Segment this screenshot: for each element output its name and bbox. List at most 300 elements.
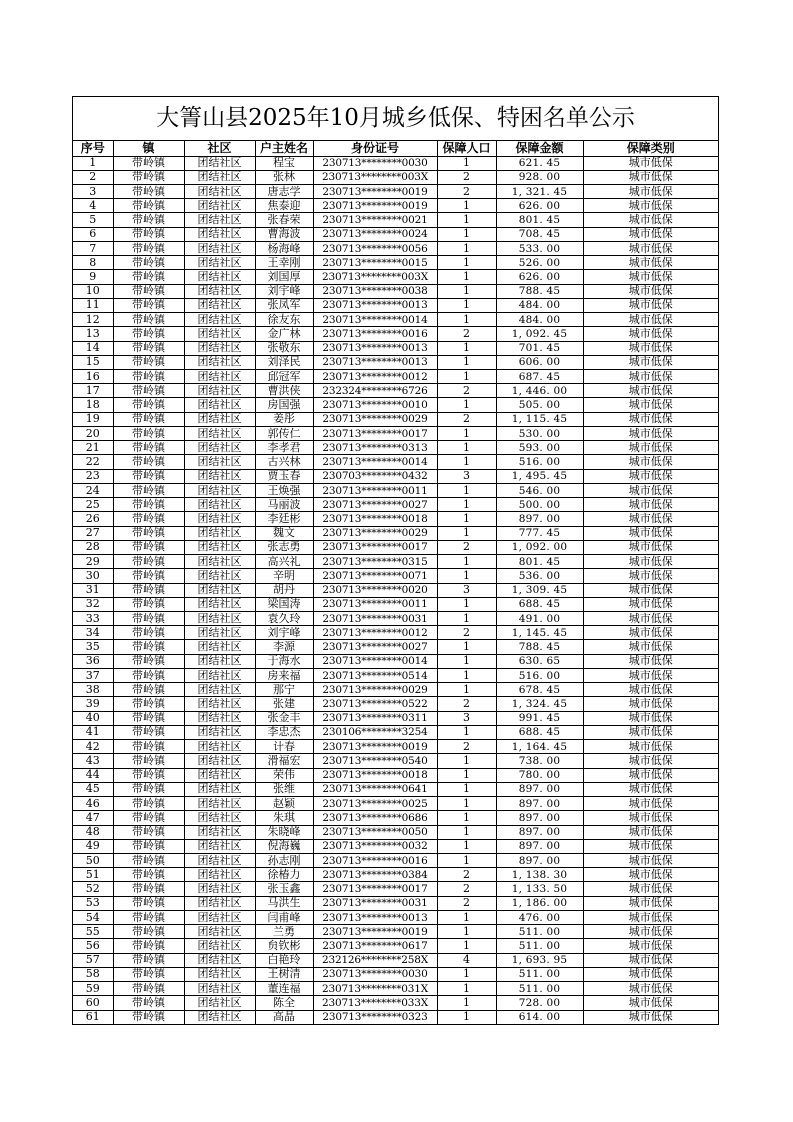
table-row <box>73 626 718 640</box>
cell-assistance-category: 城市低保 <box>583 412 718 426</box>
cell-assistance-category: 城市低保 <box>583 241 718 255</box>
cell-community: 团结社区 <box>184 498 255 512</box>
cell-allowance-amount: 526. 00 <box>496 256 583 270</box>
cell-covered-persons: 2 <box>437 540 496 554</box>
cell-id-number: 230713********0384 <box>313 868 437 882</box>
cell-id-number: 230713********0030 <box>313 967 437 981</box>
cell-covered-persons: 1 <box>437 455 496 469</box>
cell-allowance-amount: 630. 65 <box>496 654 583 668</box>
cell-covered-persons: 1 <box>437 982 496 996</box>
cell-id-number: 232126********258X <box>313 953 437 967</box>
cell-assistance-category: 城市低保 <box>583 540 718 554</box>
cell-assistance-category: 城市低保 <box>583 910 718 924</box>
cell-town: 带岭镇 <box>113 241 184 255</box>
cell-community: 团结社区 <box>184 1010 255 1024</box>
cell-householder-name: 胡丹 <box>255 583 313 597</box>
cell-serial-number: 58 <box>73 967 113 981</box>
cell-assistance-category: 城市低保 <box>583 583 718 597</box>
cell-community: 团结社区 <box>184 825 255 839</box>
cell-town: 带岭镇 <box>113 441 184 455</box>
cell-community: 团结社区 <box>184 241 255 255</box>
cell-id-number: 230713********0017 <box>313 540 437 554</box>
table-row <box>73 640 718 654</box>
cell-id-number: 230106********3254 <box>313 725 437 739</box>
table-row <box>73 896 718 910</box>
cell-serial-number: 56 <box>73 939 113 953</box>
cell-allowance-amount: 530. 00 <box>496 426 583 440</box>
cell-assistance-category: 城市低保 <box>583 469 718 483</box>
cell-town: 带岭镇 <box>113 683 184 697</box>
table-row <box>73 825 718 839</box>
cell-community: 团结社区 <box>184 384 255 398</box>
cell-id-number: 230713********0617 <box>313 939 437 953</box>
cell-covered-persons: 1 <box>437 768 496 782</box>
document-title: 大箐山县2025年10月城乡低保、特困名单公示 <box>73 97 718 141</box>
cell-id-number: 230713********0017 <box>313 882 437 896</box>
cell-assistance-category: 城市低保 <box>583 555 718 569</box>
cell-householder-name: 刘宇峰 <box>255 626 313 640</box>
cell-id-number: 230713********0030 <box>313 156 437 170</box>
cell-id-number: 230713********0020 <box>313 583 437 597</box>
cell-community: 团结社区 <box>184 313 255 327</box>
cell-covered-persons: 2 <box>437 697 496 711</box>
cell-householder-name: 李忠杰 <box>255 725 313 739</box>
cell-community: 团结社区 <box>184 540 255 554</box>
cell-allowance-amount: 1, 321. 45 <box>496 184 583 198</box>
cell-id-number: 230713********0540 <box>313 754 437 768</box>
cell-id-number: 230713********0029 <box>313 683 437 697</box>
cell-serial-number: 52 <box>73 882 113 896</box>
cell-assistance-category: 城市低保 <box>583 839 718 853</box>
cell-householder-name: 王焕强 <box>255 483 313 497</box>
cell-assistance-category: 城市低保 <box>583 483 718 497</box>
cell-covered-persons: 1 <box>437 754 496 768</box>
table-row <box>73 370 718 384</box>
cell-serial-number: 6 <box>73 227 113 241</box>
cell-id-number: 230713********0027 <box>313 640 437 654</box>
cell-serial-number: 3 <box>73 184 113 198</box>
cell-town: 带岭镇 <box>113 398 184 412</box>
cell-assistance-category: 城市低保 <box>583 270 718 284</box>
cell-allowance-amount: 491. 00 <box>496 612 583 626</box>
cell-covered-persons: 1 <box>437 654 496 668</box>
table-row <box>73 612 718 626</box>
cell-allowance-amount: 1, 495. 45 <box>496 469 583 483</box>
cell-covered-persons: 1 <box>437 199 496 213</box>
cell-serial-number: 45 <box>73 782 113 796</box>
cell-id-number: 232324********6726 <box>313 384 437 398</box>
table-row <box>73 227 718 241</box>
cell-householder-name: 古兴林 <box>255 455 313 469</box>
cell-town: 带岭镇 <box>113 156 184 170</box>
cell-town: 带岭镇 <box>113 469 184 483</box>
table-row <box>73 683 718 697</box>
cell-town: 带岭镇 <box>113 270 184 284</box>
cell-allowance-amount: 536. 00 <box>496 569 583 583</box>
cell-serial-number: 13 <box>73 327 113 341</box>
cell-covered-persons: 1 <box>437 640 496 654</box>
cell-town: 带岭镇 <box>113 327 184 341</box>
cell-allowance-amount: 788. 45 <box>496 284 583 298</box>
header-assistance-category: 保障类别 <box>583 141 718 156</box>
cell-community: 团结社区 <box>184 426 255 440</box>
table-row <box>73 725 718 739</box>
cell-town: 带岭镇 <box>113 668 184 682</box>
cell-covered-persons: 1 <box>437 156 496 170</box>
table-row <box>73 426 718 440</box>
cell-assistance-category: 城市低保 <box>583 640 718 654</box>
cell-assistance-category: 城市低保 <box>583 768 718 782</box>
cell-town: 带岭镇 <box>113 853 184 867</box>
cell-id-number: 230713********0032 <box>313 839 437 853</box>
cell-id-number: 230713********0018 <box>313 512 437 526</box>
cell-householder-name: 李源 <box>255 640 313 654</box>
cell-covered-persons: 1 <box>437 341 496 355</box>
cell-serial-number: 28 <box>73 540 113 554</box>
cell-town: 带岭镇 <box>113 953 184 967</box>
cell-town: 带岭镇 <box>113 640 184 654</box>
cell-community: 团结社区 <box>184 626 255 640</box>
header-allowance-amount: 保障金额 <box>496 141 583 156</box>
cell-id-number: 230713********0010 <box>313 398 437 412</box>
cell-town: 带岭镇 <box>113 298 184 312</box>
cell-covered-persons: 2 <box>437 327 496 341</box>
cell-serial-number: 4 <box>73 199 113 213</box>
cell-householder-name: 李孝君 <box>255 441 313 455</box>
cell-covered-persons: 2 <box>437 882 496 896</box>
cell-community: 团结社区 <box>184 754 255 768</box>
cell-town: 带岭镇 <box>113 868 184 882</box>
cell-covered-persons: 1 <box>437 441 496 455</box>
cell-community: 团结社区 <box>184 583 255 597</box>
cell-assistance-category: 城市低保 <box>583 754 718 768</box>
cell-serial-number: 49 <box>73 839 113 853</box>
cell-serial-number: 48 <box>73 825 113 839</box>
header-community: 社区 <box>184 141 255 156</box>
cell-town: 带岭镇 <box>113 811 184 825</box>
cell-community: 团结社区 <box>184 868 255 882</box>
cell-community: 团结社区 <box>184 882 255 896</box>
cell-id-number: 230713********0071 <box>313 569 437 583</box>
cell-community: 团结社区 <box>184 925 255 939</box>
table-row <box>73 384 718 398</box>
cell-householder-name: 张敬东 <box>255 341 313 355</box>
cell-allowance-amount: 511. 00 <box>496 982 583 996</box>
table-row <box>73 654 718 668</box>
cell-community: 团结社区 <box>184 412 255 426</box>
header-town: 镇 <box>113 141 184 156</box>
cell-serial-number: 35 <box>73 640 113 654</box>
cell-serial-number: 29 <box>73 555 113 569</box>
cell-allowance-amount: 1, 133. 50 <box>496 882 583 896</box>
cell-community: 团结社区 <box>184 996 255 1010</box>
cell-allowance-amount: 546. 00 <box>496 483 583 497</box>
cell-covered-persons: 2 <box>437 740 496 754</box>
table-row <box>73 882 718 896</box>
cell-householder-name: 郭传仁 <box>255 426 313 440</box>
cell-assistance-category: 城市低保 <box>583 868 718 882</box>
cell-assistance-category: 城市低保 <box>583 526 718 540</box>
cell-town: 带岭镇 <box>113 483 184 497</box>
table-row <box>73 982 718 996</box>
cell-town: 带岭镇 <box>113 754 184 768</box>
cell-id-number: 230713********003X <box>313 270 437 284</box>
cell-community: 团结社区 <box>184 512 255 526</box>
cell-assistance-category: 城市低保 <box>583 711 718 725</box>
cell-community: 团结社区 <box>184 227 255 241</box>
cell-community: 团结社区 <box>184 170 255 184</box>
cell-allowance-amount: 500. 00 <box>496 498 583 512</box>
cell-serial-number: 20 <box>73 426 113 440</box>
cell-community: 团结社区 <box>184 469 255 483</box>
cell-serial-number: 16 <box>73 370 113 384</box>
cell-assistance-category: 城市低保 <box>583 697 718 711</box>
cell-householder-name: 那宁 <box>255 683 313 697</box>
cell-town: 带岭镇 <box>113 284 184 298</box>
header-serial-number: 序号 <box>73 141 113 156</box>
cell-covered-persons: 3 <box>437 469 496 483</box>
cell-id-number: 230713********0017 <box>313 426 437 440</box>
cell-community: 团结社区 <box>184 910 255 924</box>
cell-allowance-amount: 606. 00 <box>496 355 583 369</box>
cell-serial-number: 8 <box>73 256 113 270</box>
cell-allowance-amount: 626. 00 <box>496 199 583 213</box>
cell-allowance-amount: 688. 45 <box>496 597 583 611</box>
cell-id-number: 230713********0027 <box>313 498 437 512</box>
cell-serial-number: 19 <box>73 412 113 426</box>
cell-assistance-category: 城市低保 <box>583 284 718 298</box>
cell-householder-name: 李廷彬 <box>255 512 313 526</box>
cell-assistance-category: 城市低保 <box>583 455 718 469</box>
cell-allowance-amount: 678. 45 <box>496 683 583 697</box>
table-row <box>73 583 718 597</box>
cell-allowance-amount: 1, 309. 45 <box>496 583 583 597</box>
cell-community: 团结社区 <box>184 284 255 298</box>
cell-community: 团结社区 <box>184 668 255 682</box>
cell-serial-number: 43 <box>73 754 113 768</box>
cell-town: 带岭镇 <box>113 597 184 611</box>
cell-assistance-category: 城市低保 <box>583 740 718 754</box>
cell-serial-number: 40 <box>73 711 113 725</box>
cell-allowance-amount: 801. 45 <box>496 555 583 569</box>
cell-id-number: 230713********0038 <box>313 284 437 298</box>
cell-allowance-amount: 688. 45 <box>496 725 583 739</box>
cell-serial-number: 42 <box>73 740 113 754</box>
cell-serial-number: 2 <box>73 170 113 184</box>
table-row <box>73 996 718 1010</box>
cell-town: 带岭镇 <box>113 740 184 754</box>
cell-covered-persons: 4 <box>437 953 496 967</box>
cell-assistance-category: 城市低保 <box>583 996 718 1010</box>
cell-covered-persons: 2 <box>437 868 496 882</box>
cell-householder-name: 张志勇 <box>255 540 313 554</box>
cell-town: 带岭镇 <box>113 313 184 327</box>
cell-community: 团结社区 <box>184 853 255 867</box>
table-row <box>73 740 718 754</box>
cell-householder-name: 邱冠军 <box>255 370 313 384</box>
cell-town: 带岭镇 <box>113 939 184 953</box>
cell-assistance-category: 城市低保 <box>583 654 718 668</box>
table-row <box>73 797 718 811</box>
cell-town: 带岭镇 <box>113 839 184 853</box>
table-row <box>73 327 718 341</box>
cell-assistance-category: 城市低保 <box>583 327 718 341</box>
cell-covered-persons: 1 <box>437 370 496 384</box>
cell-id-number: 230713********0011 <box>313 597 437 611</box>
cell-community: 团结社区 <box>184 441 255 455</box>
cell-id-number: 230713********0641 <box>313 782 437 796</box>
cell-householder-name: 徐椿力 <box>255 868 313 882</box>
cell-serial-number: 5 <box>73 213 113 227</box>
cell-community: 团结社区 <box>184 455 255 469</box>
cell-id-number: 230713********0019 <box>313 184 437 198</box>
cell-serial-number: 11 <box>73 298 113 312</box>
cell-covered-persons: 1 <box>437 426 496 440</box>
cell-allowance-amount: 991. 45 <box>496 711 583 725</box>
table-row <box>73 668 718 682</box>
cell-town: 带岭镇 <box>113 697 184 711</box>
cell-allowance-amount: 687. 45 <box>496 370 583 384</box>
cell-allowance-amount: 516. 00 <box>496 455 583 469</box>
cell-town: 带岭镇 <box>113 426 184 440</box>
cell-id-number: 230713********0019 <box>313 925 437 939</box>
cell-covered-persons: 1 <box>437 313 496 327</box>
table-row <box>73 256 718 270</box>
table-row <box>73 441 718 455</box>
cell-assistance-category: 城市低保 <box>583 683 718 697</box>
cell-assistance-category: 城市低保 <box>583 939 718 953</box>
cell-allowance-amount: 511. 00 <box>496 939 583 953</box>
cell-id-number: 230713********0031 <box>313 612 437 626</box>
table-row <box>73 483 718 497</box>
cell-householder-name: 孙志刚 <box>255 853 313 867</box>
cell-assistance-category: 城市低保 <box>583 896 718 910</box>
table-row <box>73 569 718 583</box>
cell-allowance-amount: 614. 00 <box>496 1010 583 1024</box>
cell-allowance-amount: 1, 446. 00 <box>496 384 583 398</box>
cell-community: 团结社区 <box>184 697 255 711</box>
cell-id-number: 230713********0029 <box>313 526 437 540</box>
cell-id-number: 230713********0014 <box>313 455 437 469</box>
cell-allowance-amount: 897. 00 <box>496 839 583 853</box>
cell-serial-number: 24 <box>73 483 113 497</box>
cell-id-number: 230713********0016 <box>313 327 437 341</box>
cell-assistance-category: 城市低保 <box>583 925 718 939</box>
cell-allowance-amount: 801. 45 <box>496 213 583 227</box>
cell-community: 团结社区 <box>184 483 255 497</box>
cell-id-number: 230713********0019 <box>313 199 437 213</box>
cell-town: 带岭镇 <box>113 583 184 597</box>
cell-town: 带岭镇 <box>113 555 184 569</box>
table-row <box>73 199 718 213</box>
cell-id-number: 230713********003X <box>313 170 437 184</box>
cell-id-number: 230713********0056 <box>313 241 437 255</box>
cell-id-number: 230713********0029 <box>313 412 437 426</box>
cell-allowance-amount: 897. 00 <box>496 797 583 811</box>
cell-id-number: 230713********0013 <box>313 298 437 312</box>
cell-assistance-category: 城市低保 <box>583 797 718 811</box>
table-row <box>73 711 718 725</box>
cell-householder-name: 张维 <box>255 782 313 796</box>
table-row <box>73 910 718 924</box>
cell-town: 带岭镇 <box>113 725 184 739</box>
cell-covered-persons: 1 <box>437 825 496 839</box>
cell-allowance-amount: 897. 00 <box>496 512 583 526</box>
cell-community: 团结社区 <box>184 526 255 540</box>
cell-town: 带岭镇 <box>113 184 184 198</box>
cell-householder-name: 王幸刚 <box>255 256 313 270</box>
table-row <box>73 754 718 768</box>
cell-assistance-category: 城市低保 <box>583 612 718 626</box>
cell-community: 团结社区 <box>184 199 255 213</box>
cell-serial-number: 30 <box>73 569 113 583</box>
cell-covered-persons: 1 <box>437 483 496 497</box>
assistance-roster-table <box>73 141 718 1024</box>
cell-assistance-category: 城市低保 <box>583 199 718 213</box>
cell-householder-name: 马丽波 <box>255 498 313 512</box>
cell-householder-name: 房国强 <box>255 398 313 412</box>
cell-covered-persons: 1 <box>437 1010 496 1024</box>
cell-allowance-amount: 516. 00 <box>496 668 583 682</box>
cell-community: 团结社区 <box>184 370 255 384</box>
cell-covered-persons: 1 <box>437 512 496 526</box>
cell-covered-persons: 3 <box>437 583 496 597</box>
cell-allowance-amount: 777. 45 <box>496 526 583 540</box>
cell-covered-persons: 1 <box>437 597 496 611</box>
cell-town: 带岭镇 <box>113 256 184 270</box>
cell-covered-persons: 1 <box>437 270 496 284</box>
cell-town: 带岭镇 <box>113 768 184 782</box>
cell-householder-name: 贠钦彬 <box>255 939 313 953</box>
cell-assistance-category: 城市低保 <box>583 426 718 440</box>
cell-assistance-category: 城市低保 <box>583 597 718 611</box>
cell-allowance-amount: 1, 092. 45 <box>496 327 583 341</box>
cell-serial-number: 33 <box>73 612 113 626</box>
cell-covered-persons: 2 <box>437 896 496 910</box>
cell-allowance-amount: 1, 115. 45 <box>496 412 583 426</box>
cell-town: 带岭镇 <box>113 996 184 1010</box>
cell-householder-name: 曹海波 <box>255 227 313 241</box>
cell-id-number: 230713********0013 <box>313 355 437 369</box>
cell-assistance-category: 城市低保 <box>583 626 718 640</box>
cell-covered-persons: 1 <box>437 683 496 697</box>
cell-community: 团结社区 <box>184 213 255 227</box>
cell-covered-persons: 1 <box>437 227 496 241</box>
cell-town: 带岭镇 <box>113 370 184 384</box>
public-notice-sheet <box>72 96 719 1025</box>
cell-allowance-amount: 897. 00 <box>496 825 583 839</box>
cell-serial-number: 12 <box>73 313 113 327</box>
cell-householder-name: 徐友东 <box>255 313 313 327</box>
cell-community: 团结社区 <box>184 298 255 312</box>
cell-serial-number: 54 <box>73 910 113 924</box>
cell-community: 团结社区 <box>184 654 255 668</box>
cell-town: 带岭镇 <box>113 925 184 939</box>
table-row <box>73 341 718 355</box>
table-row <box>73 241 718 255</box>
cell-allowance-amount: 484. 00 <box>496 298 583 312</box>
cell-town: 带岭镇 <box>113 1010 184 1024</box>
cell-householder-name: 金广林 <box>255 327 313 341</box>
cell-covered-persons: 3 <box>437 711 496 725</box>
cell-assistance-category: 城市低保 <box>583 953 718 967</box>
cell-community: 团结社区 <box>184 939 255 953</box>
cell-serial-number: 15 <box>73 355 113 369</box>
cell-id-number: 230713********0686 <box>313 811 437 825</box>
cell-covered-persons: 1 <box>437 797 496 811</box>
cell-covered-persons: 1 <box>437 725 496 739</box>
cell-allowance-amount: 928. 00 <box>496 170 583 184</box>
